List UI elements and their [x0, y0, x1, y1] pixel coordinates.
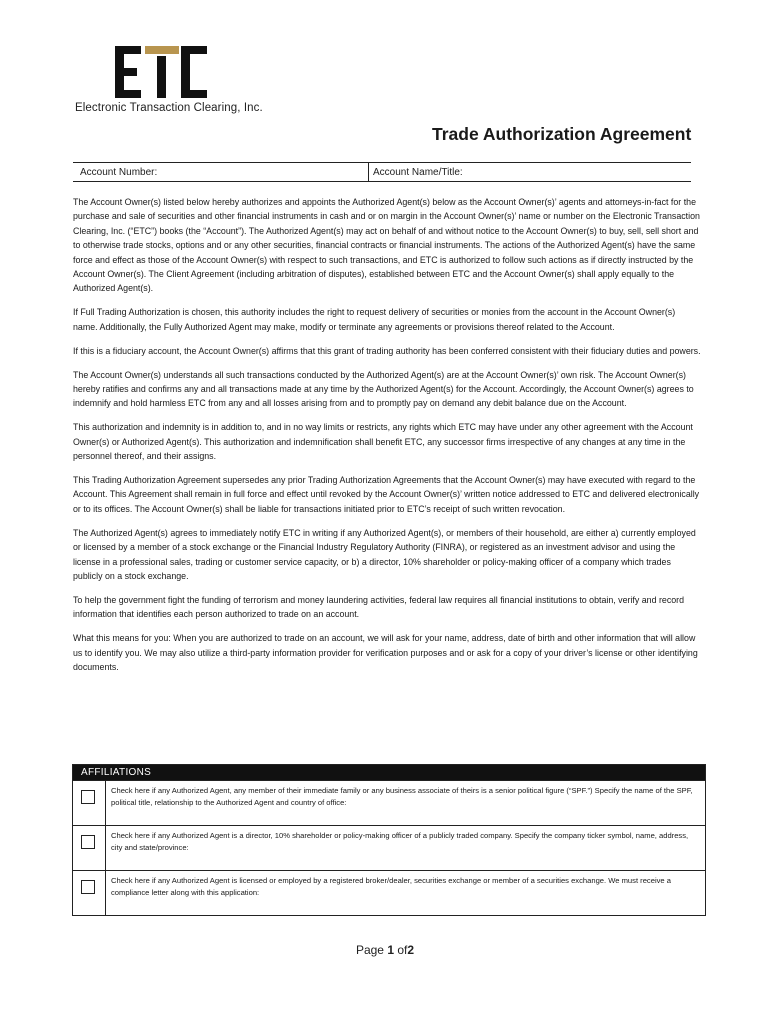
broker-checkbox[interactable]: [81, 880, 95, 894]
affiliation-row-broker: [73, 870, 705, 915]
affiliations-header: AFFILIATIONS: [73, 765, 705, 780]
agreement-body: [73, 195, 701, 684]
paragraph: This authorization and indemnity is in addition to, and in no way limits or restricts, any rights which ETC may have under any other agreement with the Account Owner(s) or Authorized Agent(s). This authorization and indemnification shall benefit ETC, any successor firms irrespective of any changes at any time in the personnel thereof, and their assigns.: [73, 422, 693, 462]
spf-checkbox[interactable]: [81, 790, 95, 804]
checkbox-cell: [73, 826, 106, 871]
current-page: 1: [387, 943, 394, 957]
paragraph: What this means for you: When you are authorized to trade on an account, we will ask for your name, address, date of birth and other information that will allow us to identify you. We may also utilize a third-party information provider for verification purposes and or ask for a copy of your driver’s license or other identifying documents.: [73, 633, 698, 672]
document-title: Trade Authorization Agreement: [432, 124, 692, 144]
total-pages: 2: [407, 943, 415, 957]
officer-checkbox[interactable]: [81, 835, 95, 849]
paragraph: If this is a fiduciary account, the Account Owner(s) affirms that this grant of trading authority has been conferred consistent with their fiduciary duties and powers.: [73, 345, 701, 356]
page-label: Page: [355, 943, 384, 957]
account-name-label: Account Name/Title:: [373, 167, 463, 178]
spf-text: Check here if any Authorized Agent, any member of their immediate family or any business associate of theirs is a senior political figure (“SPF.”) Specify the name of the SPF, political title, relationship to the Authorized Agent and country of office:: [111, 786, 693, 807]
page-footer: [0, 943, 770, 957]
affiliations-section: [72, 764, 706, 916]
account-info-row: [73, 162, 691, 182]
account-number-label: Account Number:: [80, 167, 158, 178]
field-divider: [368, 163, 369, 181]
checkbox-cell: [73, 781, 106, 826]
company-logo: [75, 46, 263, 118]
paragraph: To help the government fight the funding of terrorism and money laundering activities, federal law requires all financial institutions to obtain, verify and record information that identifies each person authorized to trade on an account.: [73, 594, 685, 620]
paragraph: The Authorized Agent(s) agrees to immediately notify ETC in writing if any Authorized Agent(s), or members of their household, are either a) currently employed or licensed by a member of a stock exchange or the Financial Industry Regulatory Authority (FINRA), or registered as an investment advisor and using the license in a professional sales, trading or customer service capacity, or b) a director, 10% shareholder or policy-making officer of a company which trades publicly on a stock exchange.: [73, 527, 696, 581]
paragraph: The Account Owner(s) understands all such transactions conducted by the Authorized Agent(s) are at the Account Owner(s)’ own risk. The Account Owner(s) hereby ratifies and confirms any and all transactions made at any time by the Authorized Agent(s) for the Account. Accordingly, the Account Owner(s) agrees to indemnify and hold harmless ETC from any and all losses arising from and to promptly pay on demand any debit balance due on the Account.: [73, 369, 694, 409]
officer-text: Check here if any Authorized Agent is a director, 10% shareholder or policy-making officer of a publicly traded company. Specify the company ticker symbol, name, address, city and state/province:: [111, 831, 689, 852]
affiliation-row-officer: [73, 825, 705, 871]
broker-text: Check here if any Authorized Agent is licensed or employed by a registered broker/dealer, securities exchange or member of a securities exchange. We must receive a compliance letter along with this application:: [111, 876, 671, 897]
affiliation-row-spf: [73, 780, 705, 826]
paragraph: This Trading Authorization Agreement supersedes any prior Trading Authorization Agreements that the Account Owner(s) may have executed with regard to the Account. This Agreement shall remain in full force and effect until revoked by the Account Owner(s)’ written notice addressed to ETC and delivered electronically or to its offices. The Account Owner(s) shall be liable for transactions initiated prior to ETC’s receipt of such written revocation.: [73, 475, 700, 514]
company-name: Electronic Transaction Clearing, Inc.: [75, 102, 263, 114]
checkbox-cell: [73, 871, 106, 915]
etc-logo-mark: [115, 46, 207, 98]
paragraph: The Account Owner(s) listed below hereby authorizes and appoints the Authorized Agent(s) below as the Account Owner(s)’ agents and attorneys-in-fact for the purchase and sale of securities and other financial instruments in cash and or on margin in the Account Owner(s)’ name or number on the Electronic Transaction Clearing, Inc. (“ETC”) books (the “Account”). The Authorized Agent(s) may act on behalf of and without notice to the Account Owner(s) to buy, sell, sell short and to otherwise trade stocks, options and or any other securities, financial contracts or financial instruments. The actions of the Authorized Agent(s) have the same force and effect as those of the Account Owner(s) with respect to such transactions, and ETC is authorized to follow such actions as if directly instructed by the Account Owner(s). The Client Agreement (including arbitration of disputes), established between ETC and the Account Owner(s) shall apply equally to the Authorized Agent(s).: [73, 197, 700, 294]
of-label: of: [397, 943, 408, 957]
paragraph: If Full Trading Authorization is chosen, this authority includes the right to request delivery of securities or monies from the account in the Account Owner(s) name. Additionally, the Fully Authorized Agent may make, modify or terminate any agreements or provisions thereof related to the Account.: [73, 307, 676, 332]
